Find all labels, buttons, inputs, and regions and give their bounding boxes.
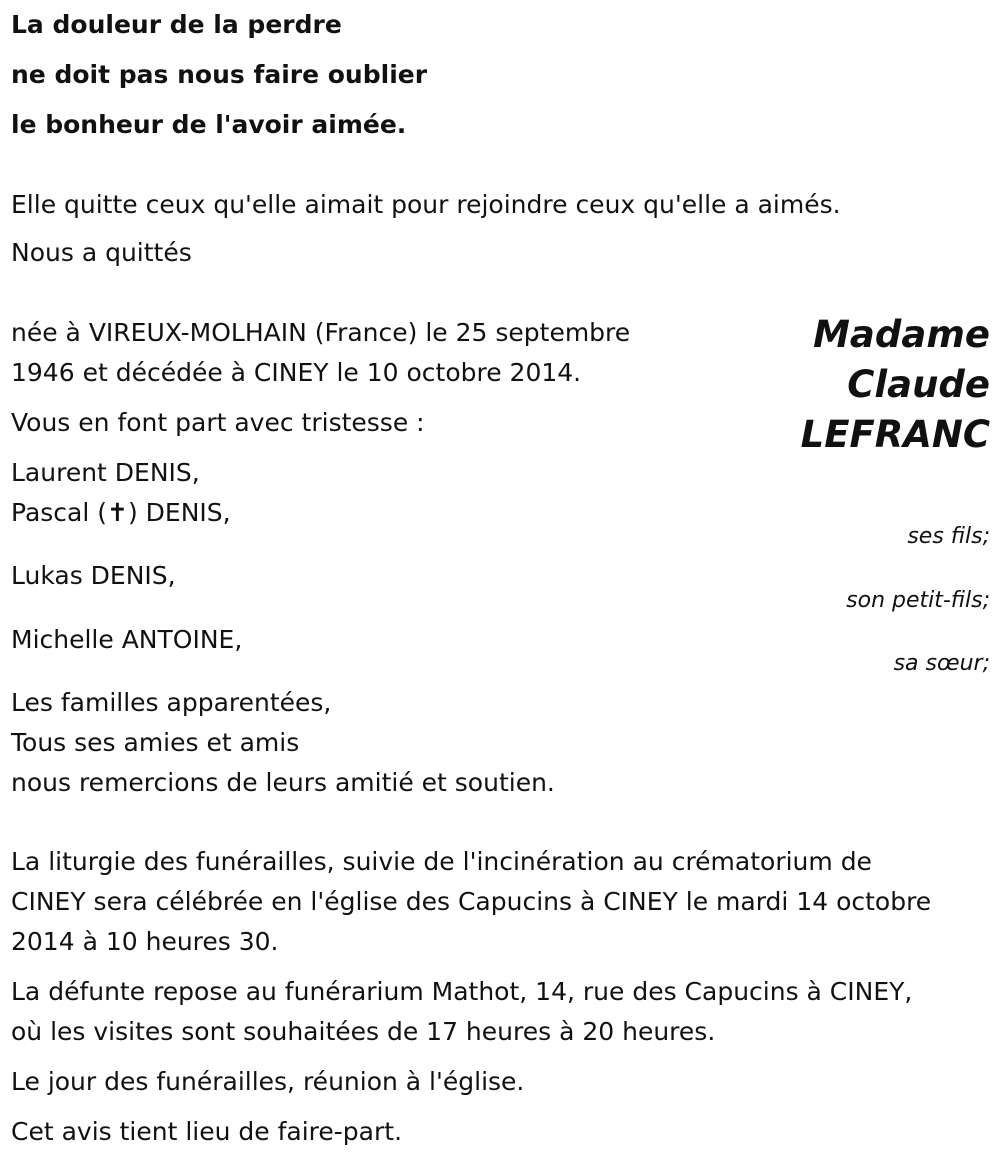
liturgy-line-1: La liturgie des funérailles, suivie de l'incinération au crématorium de [11,847,872,876]
family-son-1: Laurent DENIS, [11,458,200,487]
liturgy-line-2: CINEY sera célébrée en l'église des Capucins à CINEY le mardi 14 octobre [11,887,932,916]
family-grandson: Lukas DENIS, [11,561,176,590]
deceased-name [801,310,990,460]
announcement: Vous en font part avec tristesse : [11,408,425,437]
family-others-1: Les familles apparentées, [11,688,332,717]
intro-line-1: Elle quitte ceux qu'elle aimait pour rejoindre ceux qu'elle a aimés. [11,190,841,219]
deceased-first-name: Claude [847,363,990,406]
sister-role: sa sœur; [893,651,990,676]
intro-line-2: Nous a quittés [11,238,192,267]
deceased-last-name: LEFRANC [800,413,990,456]
family-son-2: Pascal (✝) DENIS, [11,498,231,527]
birth-death-line-1: née à VIREUX-MOLHAIN (France) le 25 septembre [11,318,631,347]
deceased-title: Madame [813,313,990,356]
rest-line-2: où les visites sont souhaitées de 17 heures à 20 heures. [11,1017,716,1046]
epigraph-line-3: le bonheur de l'avoir aimée. [11,110,407,139]
family-sister: Michelle ANTOINE, [11,625,243,654]
epigraph-line-1: La douleur de la perdre [11,10,342,39]
sons-role: ses fils; [907,524,990,549]
grandson-role: son petit-fils; [846,588,990,613]
family-others-3: nous remercions de leurs amitié et soutien. [11,768,555,797]
rest-line-1: La défunte repose au funérarium Mathot, 14, rue des Capucins à CINEY, [11,977,913,1006]
meeting-line: Le jour des funérailles, réunion à l'église. [11,1067,525,1096]
liturgy-line-3: 2014 à 10 heures 30. [11,927,279,956]
epigraph-line-2: ne doit pas nous faire oublier [11,60,428,89]
notice-line: Cet avis tient lieu de faire-part. [11,1117,403,1146]
family-others-2: Tous ses amies et amis [11,728,300,757]
birth-death-line-2: 1946 et décédée à CINEY le 10 octobre 2014. [11,358,582,387]
